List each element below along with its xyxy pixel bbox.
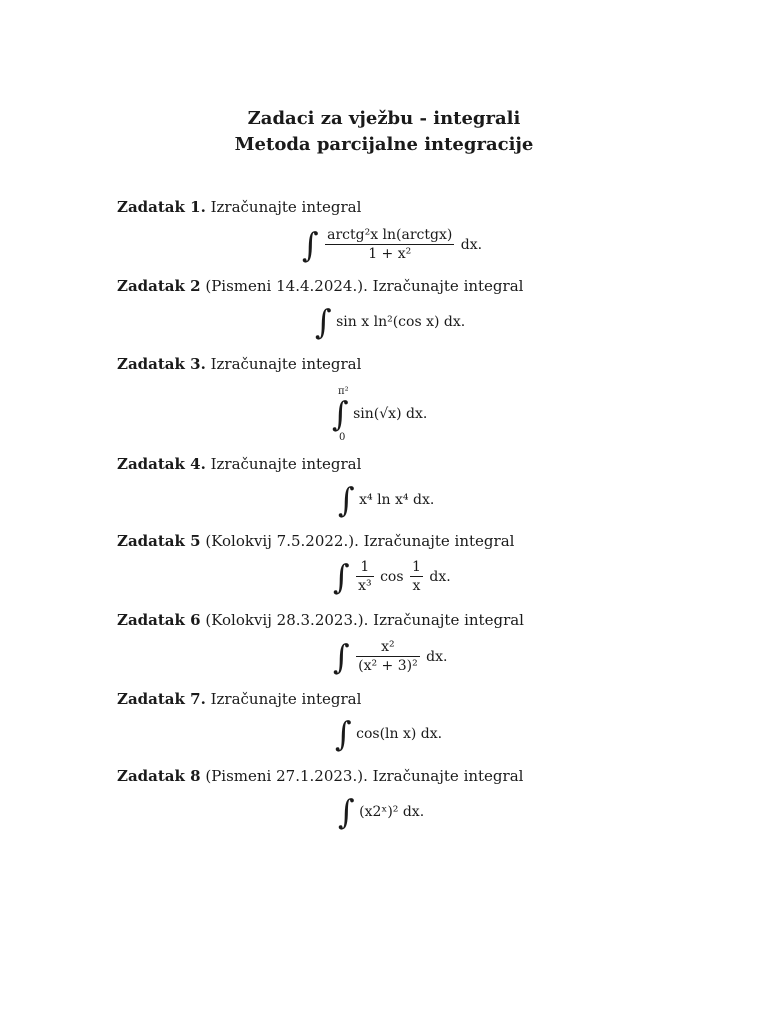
task-5-formula — [333, 556, 451, 597]
integral-sign: ∫ — [335, 714, 352, 754]
fraction-denominator: 1 + x² — [368, 246, 412, 262]
upper-limit: π² — [338, 386, 349, 397]
integrand: x⁴ ln x⁴ dx. — [359, 492, 435, 508]
task-instruction: Izračunajte integral — [210, 690, 362, 708]
fraction-numerator: 1 — [356, 560, 374, 577]
fraction — [356, 560, 374, 593]
task-2-formula — [315, 302, 466, 342]
integrand: sin(√x) dx. — [353, 406, 428, 422]
task-6-formula — [333, 636, 448, 677]
fraction — [356, 640, 420, 673]
task-4-heading — [117, 455, 361, 473]
task-instruction: Izračunajte integral — [210, 198, 362, 216]
integrand: cos(ln x) dx. — [356, 726, 443, 742]
task-3-heading — [117, 355, 361, 373]
integrand: (x2ˣ)² dx. — [359, 804, 425, 820]
title-line-2: Metoda parcijalne integracije — [234, 134, 534, 155]
fraction-denominator: x³ — [358, 578, 372, 594]
differential: dx. — [426, 648, 448, 665]
task-7-heading — [117, 690, 361, 708]
differential: dx. — [429, 568, 451, 585]
title-line-1: Zadaci za vježbu - integrali — [247, 108, 521, 129]
fraction-numerator: 1 — [412, 559, 421, 575]
task-1-heading — [117, 198, 361, 216]
task-8-heading — [117, 767, 523, 785]
integral-sign: ∫ — [332, 394, 349, 434]
task-source: (Pismeni 27.1.2023.). — [205, 767, 368, 785]
integral-sign: ∫ — [315, 302, 332, 342]
task-instruction: Izračunajte integral — [372, 277, 524, 295]
integral-sign: ∫ — [338, 480, 355, 520]
task-label: Zadatak 6 — [117, 611, 201, 629]
integral-sign: ∫ — [333, 556, 350, 597]
task-label: Zadatak 1. — [117, 198, 206, 216]
differential: dx. — [460, 236, 483, 253]
cos-function: cos — [380, 568, 404, 585]
integral-sign: ∫ — [338, 792, 355, 832]
task-label: Zadatak 8 — [117, 767, 201, 785]
task-instruction: Izračunajte integral — [363, 532, 515, 550]
task-3-formula — [332, 394, 428, 434]
task-instruction: Izračunajte integral — [210, 355, 362, 373]
fraction-denominator: (x² + 3)² — [358, 658, 418, 674]
task-source: (Kolokvij 28.3.2023.). — [205, 611, 369, 629]
integral-sign: ∫ — [333, 636, 350, 677]
task-instruction: Izračunajte integral — [373, 611, 524, 629]
task-4-formula — [338, 480, 435, 520]
fraction — [325, 228, 454, 261]
task-label: Zadatak 2 — [117, 277, 201, 295]
task-label: Zadatak 4. — [117, 455, 206, 473]
fraction-numerator: x² — [356, 640, 420, 657]
task-source: (Kolokvij 7.5.2022.). — [205, 532, 359, 550]
fraction-numerator: arctg²x ln(arctgx) — [327, 227, 453, 243]
task-1-formula — [302, 224, 483, 265]
task-source: (Pismeni 14.4.2024.). — [205, 277, 368, 295]
task-5-heading — [117, 532, 514, 550]
task-label: Zadatak 7. — [117, 690, 206, 708]
task-label: Zadatak 3. — [117, 355, 206, 373]
task-8-formula — [338, 792, 425, 832]
fraction — [410, 560, 423, 593]
fraction-denominator: x — [412, 578, 421, 594]
task-label: Zadatak 5 — [117, 532, 201, 550]
task-2-heading — [117, 277, 523, 295]
lower-limit: 0 — [339, 432, 346, 443]
task-instruction: Izračunajte integral — [210, 455, 362, 473]
task-6-heading — [117, 611, 524, 629]
integral-sign: ∫ — [302, 224, 319, 265]
task-7-formula — [335, 714, 443, 754]
integrand: sin x ln²(cos x) dx. — [336, 314, 466, 330]
task-instruction: Izračunajte integral — [372, 767, 524, 785]
